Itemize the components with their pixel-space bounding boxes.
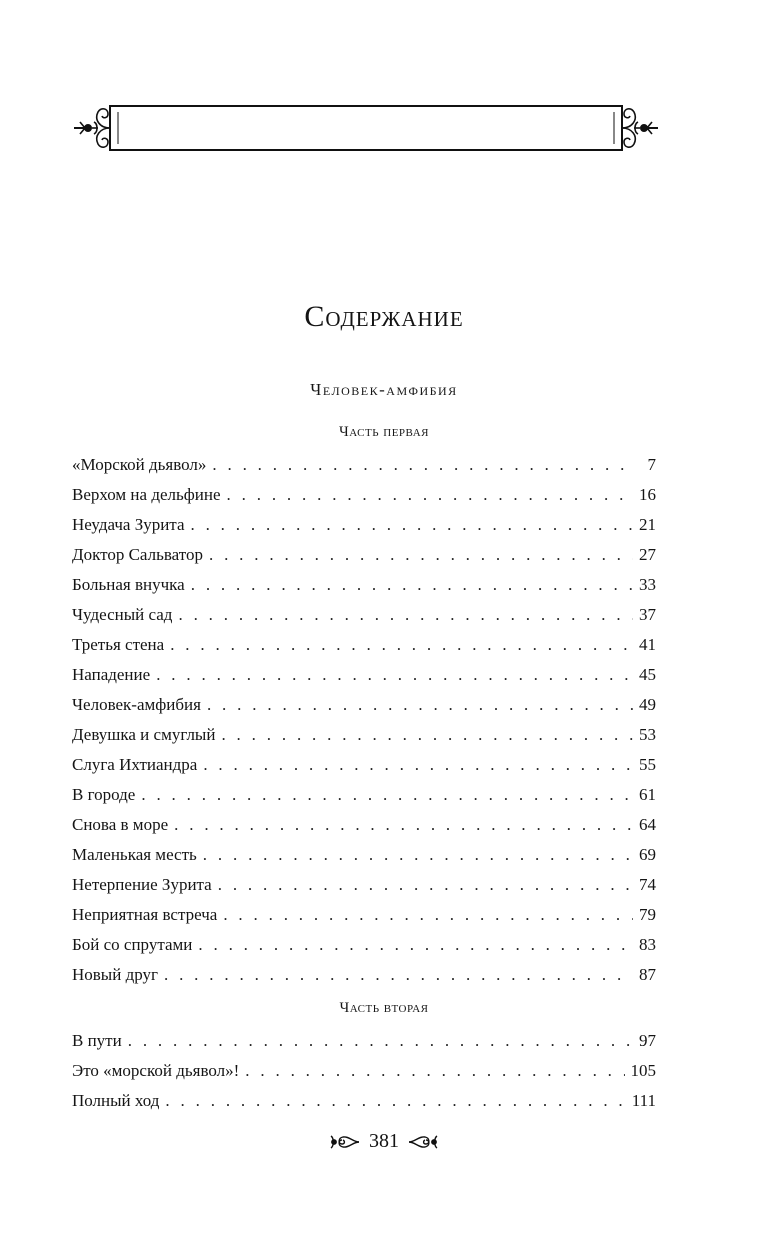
toc-entry[interactable] <box>72 1086 656 1116</box>
toc-entry-title: Полный ход <box>72 1091 160 1110</box>
leader-dots <box>223 900 633 930</box>
leader-dots <box>190 510 633 540</box>
leader-dots <box>218 870 633 900</box>
toc-entry-page: 37 <box>639 605 656 624</box>
leader-dots <box>203 750 633 780</box>
toc-entry-page: 21 <box>639 515 656 534</box>
book-title: Человек-амфибия <box>310 380 458 399</box>
leader-dots <box>164 960 633 990</box>
toc-entry[interactable] <box>72 480 656 510</box>
toc-entry-page: 97 <box>639 1031 656 1050</box>
toc-entry-page: 61 <box>639 785 656 804</box>
toc-entry[interactable] <box>72 1056 656 1086</box>
toc-entry-title: Неудача Зурита <box>72 515 185 534</box>
toc-entry[interactable] <box>72 750 656 780</box>
toc-entry-title: Маленькая месть <box>72 845 197 864</box>
leader-dots <box>209 540 633 570</box>
toc-entry-title: Новый друг <box>72 965 158 984</box>
toc-entry-title: Бой со спрутами <box>72 935 193 954</box>
toc-entry-page: 111 <box>631 1091 656 1110</box>
leader-dots <box>212 450 636 480</box>
flourish-right-icon <box>407 1131 439 1153</box>
toc-entry-title: «Морской дьявол» <box>72 455 207 474</box>
page-title: Содержание <box>304 300 464 333</box>
leader-dots <box>245 1056 624 1086</box>
toc-entry-title: Человек-амфибия <box>72 695 201 714</box>
part-title: Часть первая <box>339 424 429 440</box>
toc-entry-page: 74 <box>639 875 656 894</box>
leader-dots <box>191 570 633 600</box>
leader-dots <box>174 810 633 840</box>
toc-entry-title: Третья стена <box>72 635 165 654</box>
toc-entry-title: Нетерпение Зурита <box>72 875 212 894</box>
toc-entry-page: 27 <box>639 545 656 564</box>
part-title: Часть вторая <box>339 1000 429 1016</box>
toc-entry-page: 33 <box>639 575 656 594</box>
toc-entry-title: Нападение <box>72 665 151 684</box>
toc-entry-title: Верхом на дельфине <box>72 485 221 504</box>
page-number-footer <box>0 1130 768 1153</box>
toc-entry[interactable] <box>72 1026 656 1056</box>
leader-dots <box>141 780 633 810</box>
toc-entry-page: 49 <box>639 695 656 714</box>
toc-entry-page: 87 <box>639 965 656 984</box>
toc-list-part-2 <box>72 1026 656 1116</box>
toc-entry[interactable] <box>72 780 656 810</box>
toc-entry-title: Это «морской дьявол»! <box>72 1061 240 1080</box>
leader-dots <box>203 840 633 870</box>
leader-dots <box>207 690 633 720</box>
page-number: 381 <box>369 1130 399 1152</box>
toc-entry-page: 83 <box>639 935 656 954</box>
leader-dots <box>178 600 633 630</box>
toc-entry-page: 16 <box>639 485 656 504</box>
toc-entry-title: Доктор Сальватор <box>72 545 203 564</box>
toc-entry[interactable] <box>72 960 656 990</box>
leader-dots <box>221 720 633 750</box>
toc-entry-page: 41 <box>639 635 656 654</box>
toc-entry[interactable] <box>72 870 656 900</box>
toc-entry[interactable] <box>72 600 656 630</box>
toc-entry-title: В городе <box>72 785 136 804</box>
leader-dots <box>198 930 633 960</box>
toc-entry-page: 53 <box>639 725 656 744</box>
toc-entry-title: Больная внучка <box>72 575 185 594</box>
toc-entry[interactable] <box>72 450 656 480</box>
leader-dots <box>156 660 633 690</box>
toc-entry-page: 45 <box>639 665 656 684</box>
toc-entry[interactable] <box>72 510 656 540</box>
toc-entry-title: Слуга Ихтиандра <box>72 755 198 774</box>
toc-entry-page: 69 <box>639 845 656 864</box>
toc-entry-page: 64 <box>639 815 656 834</box>
toc-entry[interactable] <box>72 540 656 570</box>
toc-entry[interactable] <box>72 900 656 930</box>
toc-entry-page: 105 <box>630 1061 656 1080</box>
toc-list-part-1 <box>72 450 656 990</box>
toc-entry-page: 79 <box>639 905 656 924</box>
flourish-left-icon <box>329 1131 361 1153</box>
toc-entry[interactable] <box>72 810 656 840</box>
toc-entry-page: 7 <box>647 455 656 474</box>
toc-entry[interactable] <box>72 720 656 750</box>
leader-dots <box>227 480 633 510</box>
toc-entry[interactable] <box>72 660 656 690</box>
toc-entry[interactable] <box>72 630 656 660</box>
leader-dots <box>170 630 633 660</box>
toc-entry-title: Снова в море <box>72 815 169 834</box>
toc-entry-title: Девушка и смуглый <box>72 725 216 744</box>
toc-entry-title: В пути <box>72 1031 122 1050</box>
toc-entry[interactable] <box>72 930 656 960</box>
leader-dots <box>128 1026 633 1056</box>
ornamental-header-frame-icon <box>66 98 666 158</box>
toc-entry-title: Неприятная встреча <box>72 905 218 924</box>
toc-entry[interactable] <box>72 840 656 870</box>
toc-entry[interactable] <box>72 570 656 600</box>
toc-entry-title: Чудесный сад <box>72 605 173 624</box>
toc-entry[interactable] <box>72 690 656 720</box>
leader-dots <box>165 1086 625 1116</box>
toc-entry-page: 55 <box>639 755 656 774</box>
